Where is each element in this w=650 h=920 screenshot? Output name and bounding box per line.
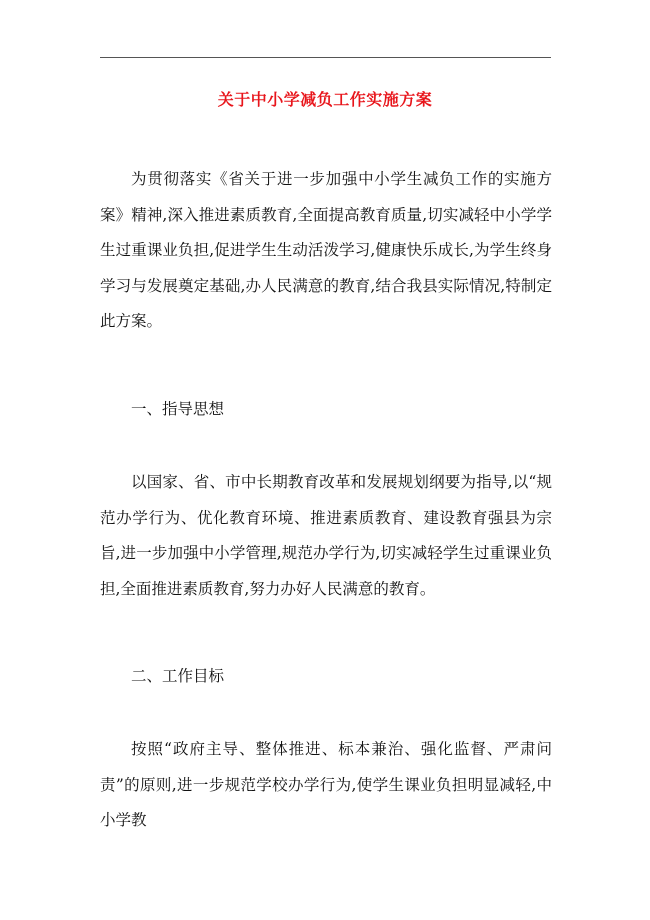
guiding-ideology-paragraph: 以国家、省、市中长期教育改革和发展规划纲要为指导,以“规范办学行为、优化教育环境、推进素质教育、建设教育强县为宗旨,进一步加强中小学管理,规范办学行为,切实减轻学生过重课业负担,全面推进素质教育,努力办好人民满意的教育。 bbox=[100, 473, 552, 598]
intro-paragraph: 为贯彻落实《省关于进一步加强中小学生减负工作的实施方案》精神,深入推进素质教育,全面提高教育质量,切实减轻中小学学生过重课业负担,促进学生生动活泼学习,健康快乐成长,为学生终身学习与发展奠定基础,办人民满意的教育,结合我县实际情况,特制定此方案。 bbox=[100, 170, 552, 330]
section-heading-work-goals: 二、工作目标 bbox=[131, 667, 225, 685]
header-rule bbox=[100, 57, 551, 58]
work-goals-paragraph: 按照“政府主导、整体推进、标本兼治、强化监督、严肃问责”的原则,进一步规范学校办学行为,使学生课业负担明显减轻,中小学教 bbox=[100, 740, 552, 829]
section-heading-guiding-ideology: 一、指导思想 bbox=[131, 400, 225, 418]
document-title: 关于中小学减负工作实施方案 bbox=[217, 90, 433, 109]
